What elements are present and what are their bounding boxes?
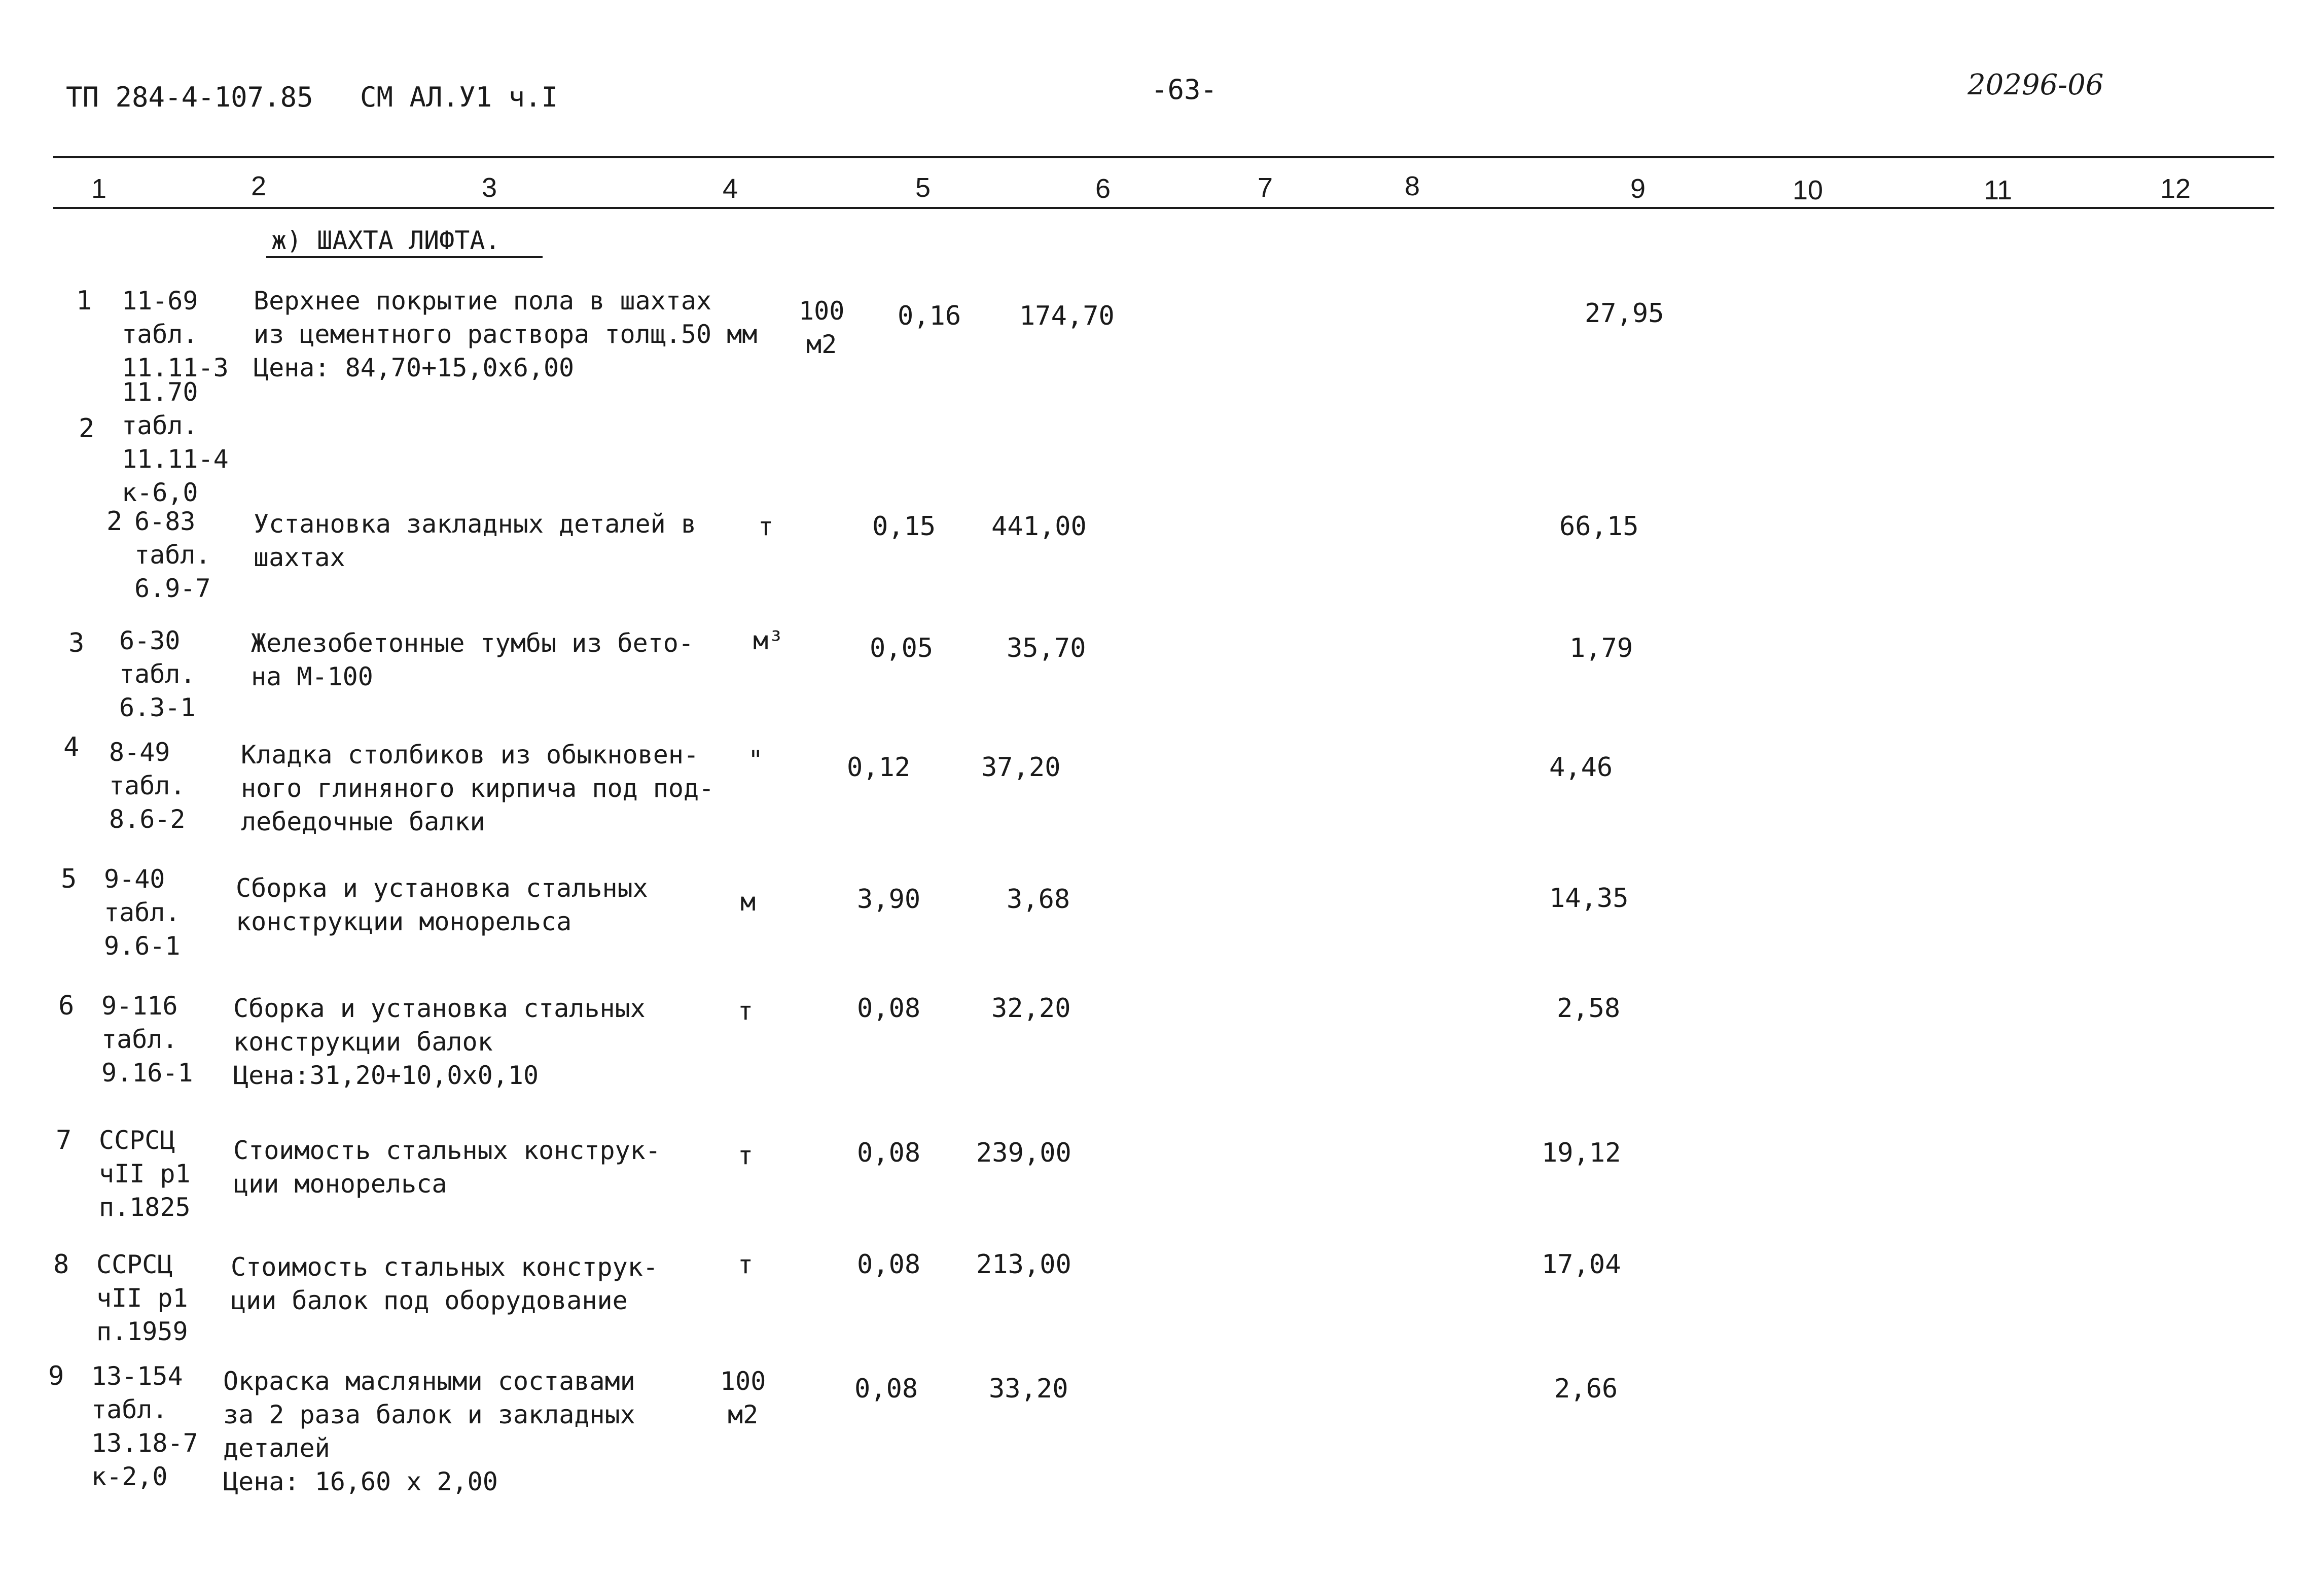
rate-code: 11-69 табл. 11.11-3 <box>122 286 229 382</box>
work-description: Железобетонные тумбы из бето- на М-100 <box>251 628 694 691</box>
rate-code: ССРСЦ чII р1 п.1959 <box>96 1250 188 1346</box>
quantity: 0,08 <box>857 993 921 1024</box>
column-number-6: 6 <box>1095 173 1111 204</box>
unit: т <box>758 512 774 541</box>
column-number-11: 11 <box>1983 175 2013 205</box>
work-description: Кладка столбиков из обыкновен- ного глиняного кирпича под под- лебедочные балки <box>241 740 714 836</box>
quantity: 0,08 <box>854 1374 918 1404</box>
unit-price: 3,68 <box>1007 884 1070 915</box>
work-description: Окраска масляными составами за 2 раза балок и закладных деталей Цена: 16,60 х 2,00 <box>223 1367 635 1496</box>
work-description: Верхнее покрытие пола в шахтах из цементного раствора толщ.50 мм Цена: 84,70+15,0х6,00 <box>254 286 758 382</box>
work-description: Установка закладных деталей в шахтах <box>254 509 696 572</box>
row-number: 7 <box>56 1125 72 1156</box>
row-number: 6 <box>58 991 75 1021</box>
unit-price: 35,70 <box>1007 633 1086 663</box>
rate-code: 6-83 табл. 6.9-7 <box>134 507 211 603</box>
rate-code: 11.70 табл. 11.11-4 к-6,0 <box>122 377 229 507</box>
total-cost: 1,79 <box>1569 633 1633 663</box>
column-number-10: 10 <box>1792 175 1824 205</box>
rate-code: 9-116 табл. 9.16-1 <box>101 991 193 1088</box>
unit-price: 213,00 <box>976 1249 1071 1280</box>
doc-code: ТП 284-4-107.85 <box>66 81 313 113</box>
quantity: 0,08 <box>857 1138 921 1168</box>
column-number-2: 2 <box>251 171 267 201</box>
unit-price: 33,20 <box>989 1374 1068 1404</box>
work-description: Сборка и установка стальных конструкции балок Цена:31,20+10,0х0,10 <box>233 994 646 1090</box>
column-number-3: 3 <box>481 172 497 203</box>
total-cost: 66,15 <box>1559 511 1639 542</box>
rate-code: 13-154 табл. 13.18-7 к-2,0 <box>91 1361 198 1491</box>
row-number: 2 <box>79 413 95 444</box>
row-number: 9 <box>48 1361 64 1391</box>
column-number-5: 5 <box>915 172 931 203</box>
work-description: Стоимость стальных конструк- ции балок под оборудование <box>231 1252 658 1315</box>
row-number: 3 <box>68 628 85 658</box>
total-cost: 4,46 <box>1549 752 1613 783</box>
unit-price: 239,00 <box>976 1138 1071 1168</box>
unit: т <box>738 1250 754 1279</box>
unit: м³ <box>753 626 784 655</box>
unit: 100 м2 <box>799 296 845 359</box>
unit: м <box>740 887 756 917</box>
quantity: 3,90 <box>857 884 921 915</box>
work-description: Стоимость стальных конструк- ции монорельса <box>233 1136 661 1199</box>
rate-code: 9-40 табл. 9.6-1 <box>104 864 181 961</box>
header-bottom-rule <box>53 207 2274 209</box>
unit: 100 м2 <box>720 1367 766 1429</box>
total-cost: 2,66 <box>1554 1374 1618 1404</box>
rate-code: 8-49 табл. 8.6-2 <box>109 738 186 834</box>
total-cost: 14,35 <box>1549 883 1629 914</box>
total-cost: 17,04 <box>1542 1249 1621 1280</box>
row-number: 1 <box>76 286 92 316</box>
quantity: 0,05 <box>870 633 934 663</box>
total-cost: 2,58 <box>1557 993 1621 1024</box>
quantity: 0,16 <box>898 301 961 331</box>
column-number-7: 7 <box>1257 172 1273 203</box>
quantity: 0,08 <box>857 1249 921 1280</box>
inventory-number: 20296-06 <box>1968 68 2104 101</box>
unit: т <box>738 996 754 1026</box>
unit-price: 37,20 <box>981 752 1061 783</box>
section-title-underline <box>266 256 543 258</box>
header-top-rule <box>53 156 2274 158</box>
total-cost: 27,95 <box>1585 298 1664 329</box>
unit-price: 32,20 <box>991 993 1071 1024</box>
row-number: 5 <box>61 864 77 894</box>
column-number-8: 8 <box>1404 171 1420 201</box>
column-number-4: 4 <box>722 173 738 204</box>
column-number-9: 9 <box>1630 173 1646 204</box>
quantity: 0,12 <box>847 752 911 783</box>
unit: т <box>738 1141 754 1170</box>
column-number-12: 12 <box>2160 173 2191 204</box>
rate-code: ССРСЦ чII р1 п.1825 <box>99 1126 191 1222</box>
unit-price: 441,00 <box>991 511 1087 542</box>
section-title: ж) ШАХТА ЛИФТА. <box>271 226 500 255</box>
total-cost: 19,12 <box>1542 1138 1621 1168</box>
unit-price: 174,70 <box>1019 301 1115 331</box>
unit: " <box>748 745 764 775</box>
row-number: 4 <box>63 732 80 762</box>
row-number: 8 <box>53 1249 69 1280</box>
work-description: Сборка и установка стальных конструкции монорельса <box>236 873 648 936</box>
album-code: СМ АЛ.У1 ч.I <box>360 81 558 113</box>
page-number: -63- <box>1151 74 1218 106</box>
row-number: 2 <box>106 506 123 537</box>
rate-code: 6-30 табл. 6.3-1 <box>119 626 196 722</box>
quantity: 0,15 <box>872 511 936 542</box>
column-number-1: 1 <box>91 173 107 204</box>
